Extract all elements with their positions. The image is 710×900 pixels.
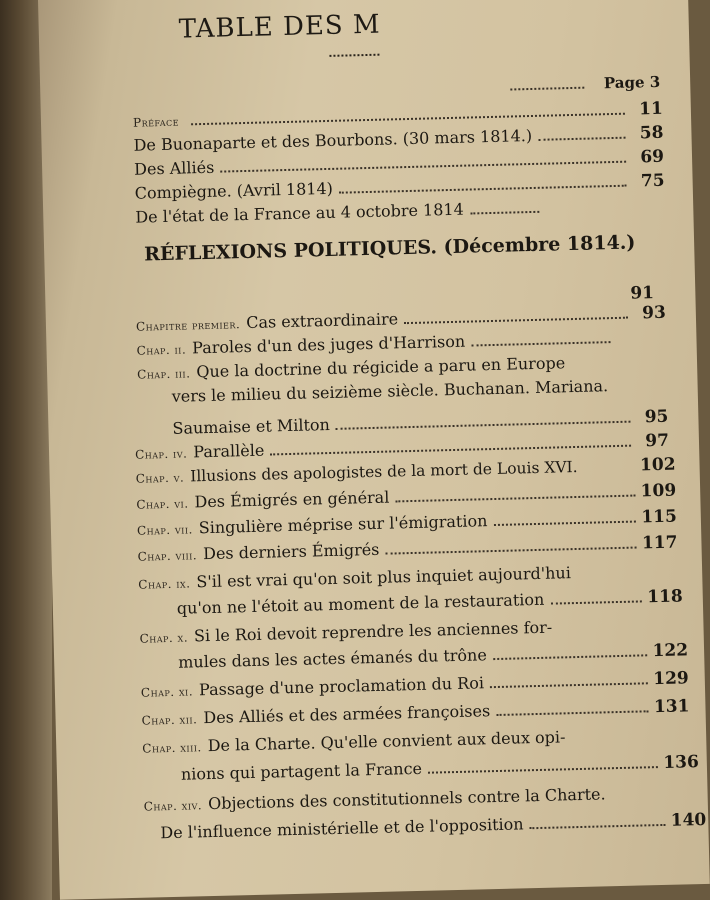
toc-page: 93	[641, 302, 667, 324]
toc-text: De Buonaparte et des Bourbons. (30 mars 1814.)	[133, 125, 533, 155]
toc-text: Passage d'une proclamation du Roi	[198, 673, 485, 700]
toc-page: 91	[630, 283, 655, 304]
toc-text: De la Charte. Qu'elle convient aux deux opi-	[207, 727, 566, 756]
toc-page: 95	[644, 406, 669, 428]
toc-text: Que la doctrine du régicide a paru en Europe	[196, 353, 566, 382]
toc-label: Chap. iii.	[137, 366, 191, 382]
section-heading: RÉFLEXIONS POLITIQUES. (Décembre 1814.)	[143, 231, 636, 266]
toc-page: 118	[647, 586, 684, 608]
toc-page: 102	[639, 454, 676, 476]
leader-dots	[191, 101, 625, 126]
book-page	[38, 0, 710, 900]
toc-page: Page 3	[603, 72, 661, 93]
leader-dots	[336, 409, 631, 430]
toc-page: 69	[640, 146, 665, 168]
toc-text: nions qui partagent la France	[180, 758, 423, 784]
toc-text: Singulière méprise sur l'émigration	[198, 511, 488, 538]
toc-text: Cas extraordinaire	[245, 309, 399, 333]
leader-dots	[470, 199, 540, 215]
toc-label: Chap. xii.	[141, 712, 198, 728]
toc-label: Chap. vii.	[136, 522, 194, 538]
toc-label: Chap. iv.	[134, 446, 188, 462]
leader-dots	[471, 329, 611, 346]
toc-page: 122	[652, 640, 689, 662]
toc-label: Chap. xiii.	[142, 740, 202, 756]
toc-entry	[510, 73, 660, 99]
toc-page: 115	[641, 506, 678, 528]
toc-text: Des derniers Émigrés	[202, 539, 380, 564]
toc-text: De l'état de la France au 4 octobre 1814	[135, 199, 464, 227]
leader-dots	[395, 483, 635, 503]
toc-text: Des Alliés et des armées françoises	[203, 701, 491, 728]
toc-label: Chap. v.	[135, 470, 185, 486]
toc-page: 136	[663, 752, 700, 773]
toc-text: Parallèle	[193, 440, 265, 462]
toc-text: Compiègne. (Avril 1814)	[134, 178, 334, 203]
page-title: TABLE DES M	[178, 9, 381, 45]
toc-text: Si le Roi devoit reprendre les anciennes for-	[193, 617, 553, 646]
leader-dots	[493, 642, 647, 660]
leader-dots	[428, 754, 658, 774]
leader-dots	[583, 459, 634, 472]
toc-label: Chap. xi.	[140, 684, 194, 700]
toc-text: S'il est vrai qu'on soit plus inquiet aujourd'hui	[196, 563, 572, 592]
toc-page: 140	[670, 809, 707, 831]
toc-page: 131	[653, 696, 690, 718]
toc-label: Chap. x.	[139, 630, 189, 646]
toc-label: Chap. viii.	[137, 548, 198, 564]
toc-text: Des Émigrés en général	[194, 487, 390, 512]
toc-text: qu'on ne l'étoit au moment de la restauration	[176, 589, 545, 618]
toc-text: Illusions des apologistes de la mort de Louis XVI.	[190, 457, 578, 486]
toc-page: 11	[638, 98, 664, 120]
leader-dots	[493, 509, 635, 526]
leader-dots	[490, 670, 648, 688]
toc-label: Chap. vi.	[136, 496, 189, 512]
toc-text: mules dans les actes émanés du trône	[177, 645, 488, 672]
toc-label: Chap. ii.	[136, 342, 187, 358]
leader-dots	[404, 305, 628, 324]
leader-dots	[510, 75, 584, 91]
toc-label: Chap. xiv.	[143, 798, 203, 814]
toc-page: 117	[641, 532, 678, 554]
toc-continuation: vers le milieu du seizième siècle. Buchanan. Mariana.	[171, 376, 609, 406]
toc-text: Saumaise et Milton	[172, 414, 331, 438]
toc-text: Objections des constitutionnels contre la Charte.	[207, 784, 606, 814]
toc-label: Chap. ix.	[138, 576, 191, 592]
toc-page: 129	[653, 668, 690, 690]
toc-text: De l'influence ministérielle et de l'opposition	[160, 814, 524, 843]
title-rule	[329, 54, 379, 57]
toc-label: Chapitre premier.	[135, 317, 241, 334]
leader-dots	[550, 588, 641, 604]
toc-label: Préface	[132, 114, 180, 130]
toc-page: 75	[640, 170, 665, 192]
leader-dots	[496, 698, 648, 716]
leader-dots	[538, 125, 626, 141]
toc-text: Paroles d'un des juges d'Harrison	[191, 331, 466, 358]
leader-dots	[339, 173, 627, 194]
toc-entry	[181, 752, 699, 787]
toc-page: 58	[639, 122, 664, 144]
leader-dots	[529, 812, 665, 829]
leader-dots	[385, 535, 636, 555]
toc-text: Des Alliés	[133, 157, 215, 179]
toc-page: 109	[640, 480, 677, 502]
toc-page: 97	[645, 430, 670, 452]
